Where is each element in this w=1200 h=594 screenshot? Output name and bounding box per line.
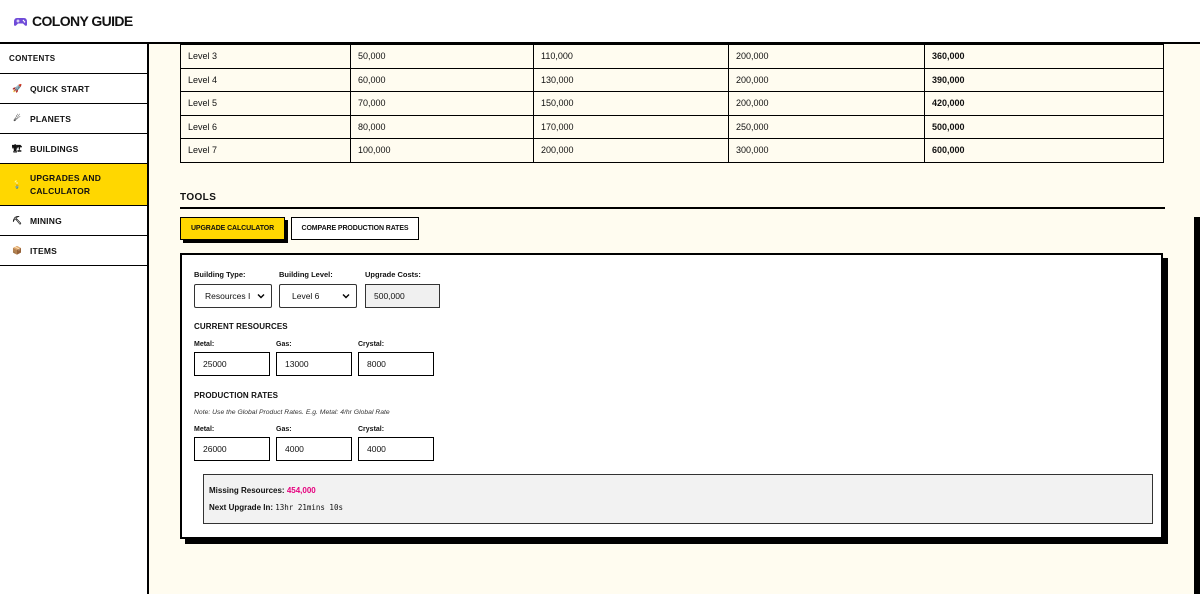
table-cell: 80,000	[351, 115, 534, 139]
next-upgrade-label: Next Upgrade In:	[209, 503, 274, 512]
table-cell: 110,000	[534, 45, 729, 69]
missing-resources	[209, 486, 316, 495]
production-crystal-label: Crystal:	[358, 426, 385, 433]
missing-resources-value: 454,000	[286, 486, 316, 495]
building-icon: 🏗	[12, 144, 23, 153]
table-cell: 200,000	[729, 92, 925, 116]
production-note: Note: Use the Global Product Rates. E.g. Metal: 4/hr Global Rate	[194, 409, 390, 416]
production-metal-label: Metal:	[194, 426, 215, 433]
current-resources-title: CURRENT RESOURCES	[194, 322, 288, 331]
sidebar-item-label-line1: UPGRADES AND	[30, 172, 102, 183]
sidebar-item-label: QUICK START	[30, 83, 90, 94]
current-gas-label: Gas:	[276, 341, 292, 348]
table-cell: Level 7	[181, 139, 351, 163]
building-level-label: Building Level:	[279, 270, 333, 279]
upgrade-costs-label: Upgrade Costs:	[365, 270, 421, 279]
box-icon: 📦	[12, 246, 23, 255]
table-cell: Level 6	[181, 115, 351, 139]
table-cell: 420,000	[925, 92, 1164, 116]
logo[interactable]	[14, 13, 133, 29]
sidebar-item-label: ITEMS	[30, 245, 57, 256]
tab-upgrade-calculator[interactable]: UPGRADE CALCULATOR	[180, 217, 285, 240]
table-row	[181, 45, 1164, 69]
building-type-value: Resources I	[205, 291, 251, 301]
scrollbar[interactable]	[1194, 217, 1200, 594]
sidebar-item-quick-start[interactable]	[0, 74, 147, 104]
production-gas-label: Gas:	[276, 426, 292, 433]
table-cell: 300,000	[729, 139, 925, 163]
upgrade-costs-table	[180, 44, 1164, 163]
table-cell: 390,000	[925, 68, 1164, 92]
table-cell: 200,000	[534, 139, 729, 163]
rocket-icon: 🚀	[12, 84, 23, 93]
current-metal-label: Metal:	[194, 341, 215, 348]
comet-icon: ☄	[13, 114, 21, 123]
sidebar	[0, 44, 149, 594]
sidebar-item-planets[interactable]	[0, 104, 147, 134]
table-row	[181, 68, 1164, 92]
table-cell: 50,000	[351, 45, 534, 69]
missing-resources-label: Missing Resources:	[209, 486, 285, 495]
current-crystal-input[interactable]: 8000	[358, 352, 434, 376]
building-level-value: Level 6	[292, 291, 320, 301]
gamepad-icon	[14, 16, 27, 27]
app-title: COLONY GUIDE	[32, 13, 133, 29]
production-rates-title: PRODUCTION RATES	[194, 391, 279, 400]
tools-divider	[180, 207, 1165, 209]
building-type-label: Building Type:	[194, 270, 246, 279]
sidebar-item-items[interactable]	[0, 236, 147, 266]
table-row	[181, 139, 1164, 163]
production-gas-input[interactable]: 4000	[276, 437, 352, 461]
sidebar-item-buildings[interactable]	[0, 134, 147, 164]
table-cell: 600,000	[925, 139, 1164, 163]
sidebar-item-upgrades-and-calculator[interactable]	[0, 164, 147, 206]
sidebar-item-mining[interactable]	[0, 206, 147, 236]
next-upgrade-value: 13hr 21mins 10s	[275, 503, 343, 512]
table-cell: 360,000	[925, 45, 1164, 69]
sidebar-contents-heading	[0, 44, 147, 74]
tab-compare-production-rates[interactable]: COMPARE PRODUCTION RATES	[291, 217, 419, 240]
sidebar-item-label: PLANETS	[30, 113, 72, 124]
table-cell: 150,000	[534, 92, 729, 116]
table-cell: 130,000	[534, 68, 729, 92]
table-cell: 200,000	[729, 45, 925, 69]
current-gas-input[interactable]: 13000	[276, 352, 352, 376]
current-crystal-label: Crystal:	[358, 341, 385, 348]
calculator-panel	[180, 253, 1163, 539]
table-cell: 100,000	[351, 139, 534, 163]
table-cell: 170,000	[534, 115, 729, 139]
bulb-icon: 💡	[12, 180, 23, 189]
sidebar-item-label	[30, 172, 101, 198]
production-crystal-input[interactable]: 4000	[358, 437, 434, 461]
current-metal-input[interactable]: 25000	[194, 352, 270, 376]
table-row	[181, 115, 1164, 139]
production-metal-input[interactable]: 26000	[194, 437, 270, 461]
sidebar-item-label: BUILDINGS	[30, 143, 79, 154]
table-cell: Level 4	[181, 68, 351, 92]
pickaxe-icon: ⛏	[12, 216, 23, 225]
table-cell: Level 3	[181, 45, 351, 69]
chevron-down-icon	[341, 291, 351, 301]
table-cell: 500,000	[925, 115, 1164, 139]
next-upgrade	[209, 503, 343, 512]
sidebar-item-label-line2: CALCULATOR	[30, 185, 91, 196]
building-type-select[interactable]	[194, 284, 272, 308]
table-cell: 200,000	[729, 68, 925, 92]
contents-label: CONTENTS	[9, 54, 56, 63]
table-cell: Level 5	[181, 92, 351, 116]
table-row	[181, 92, 1164, 116]
table-cell: 250,000	[729, 115, 925, 139]
sidebar-item-label: MINING	[30, 215, 62, 226]
header	[0, 0, 1200, 44]
upgrade-costs-field: 500,000	[365, 284, 440, 308]
table-cell: 60,000	[351, 68, 534, 92]
building-level-select[interactable]	[279, 284, 357, 308]
chevron-down-icon	[256, 291, 266, 301]
table-cell: 70,000	[351, 92, 534, 116]
calculation-result	[203, 474, 1153, 524]
tools-title: TOOLS	[180, 192, 217, 203]
